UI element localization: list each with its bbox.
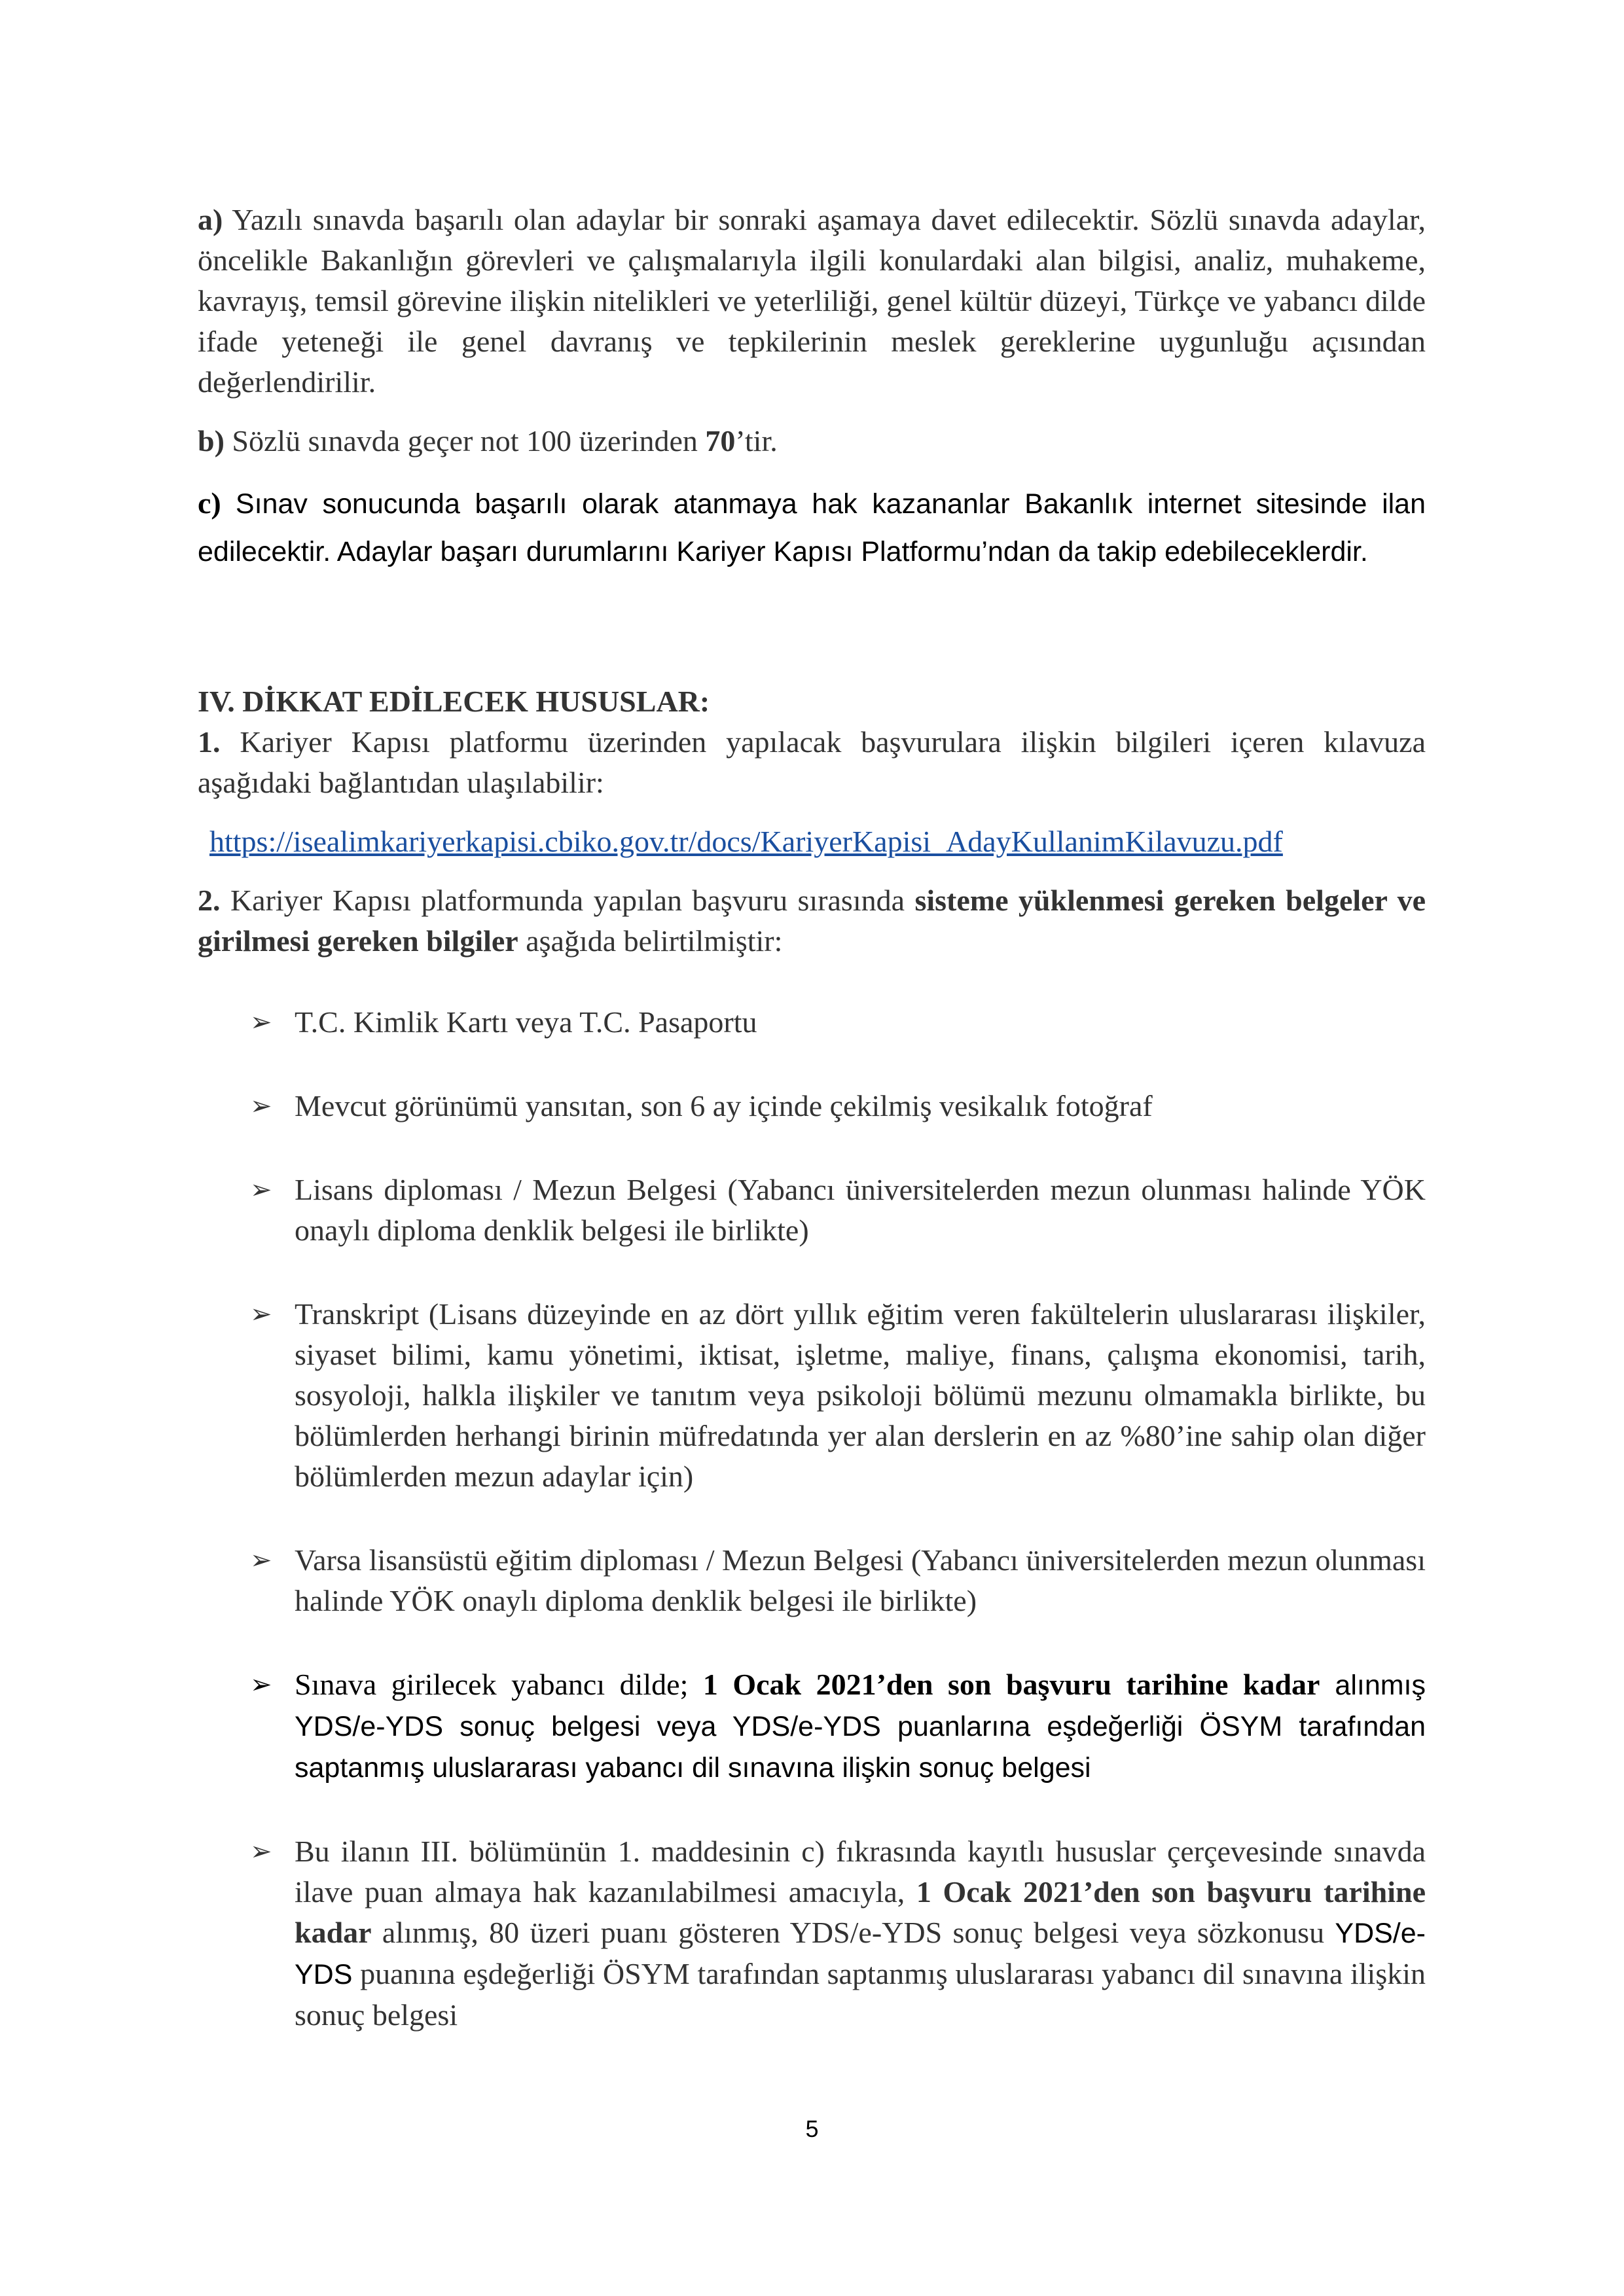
- guide-link[interactable]: https://isealimkariyerkapisi.cbiko.gov.tr/docs/KariyerKapisi_AdayKullanimKilavuzu.pdf: [209, 825, 1283, 858]
- item-a-paragraph: [198, 200, 1426, 403]
- item-b-suffix: ’tir.: [735, 424, 778, 457]
- item-c-paragraph: [198, 480, 1426, 575]
- item-2-paragraph: [198, 880, 1426, 961]
- list-item: [198, 1086, 1426, 1126]
- list-item: [198, 1170, 1426, 1251]
- requirement-text: Sınava girilecek yabancı dilde;: [295, 1668, 703, 1701]
- date-range-bold: 1 Ocak 2021’den son başvuru tarihine kadar: [702, 1668, 1320, 1701]
- list-item: [198, 1294, 1426, 1497]
- requirement-text-cont: alınmış YDS/e-YDS sonuç belgesi veya YDS/e-YDS puanlarına eşdeğerliği ÖSYM tarafından saptanmış uluslararası yabancı dil sınavına ilişkin sonuç belgesi: [295, 1670, 1426, 1784]
- arrow-bullet-icon: ➢: [250, 1670, 272, 1700]
- item-b-paragraph: [198, 421, 1426, 461]
- requirement-text-end: puanına eşdeğerliği ÖSYM tarafından saptanmış uluslararası yabancı dil sınavına ilişkin sonuç belgesi: [295, 1957, 1426, 2032]
- item-a-label: a): [198, 203, 223, 236]
- arrow-bullet-icon: ➢: [250, 1007, 272, 1037]
- item-c-text: Sınav sonucunda başarılı olarak atanmaya hak kazananlar Bakanlık internet sitesinde ilan edilecektir. Adaylar başarı durumlarını Kariyer Kapısı Platformu’ndan da takip edebileceklerdir.: [198, 488, 1426, 567]
- arrow-bullet-icon: ➢: [250, 1837, 272, 1867]
- requirement-text: Lisans diploması / Mezun Belgesi (Yabancı üniversitelerden mezun olunması halinde YÖK onaylı diploma denklik belgesi ile birlikte): [295, 1173, 1426, 1247]
- item-b-text: Sözlü sınavda geçer not 100 üzerinden: [232, 424, 706, 457]
- passing-score: 70: [705, 424, 736, 457]
- item-1-paragraph: [198, 722, 1426, 803]
- item-b-label: b): [198, 424, 225, 457]
- item-1-text: Kariyer Kapısı platformu üzerinden yapılacak başvurulara ilişkin bilgileri içeren kılavuza aşağıdaki bağlantıdan ulaşılabilir:: [198, 725, 1426, 799]
- arrow-bullet-icon: ➢: [250, 1299, 272, 1329]
- list-item: [198, 1664, 1426, 1788]
- guide-link-line: [198, 821, 1426, 862]
- item-2-label: 2.: [198, 884, 221, 917]
- requirement-text: Varsa lisansüstü eğitim diploması / Mezun Belgesi (Yabancı üniversitelerden mezun olunması halinde YÖK onaylı diploma denklik belgesi ile birlikte): [295, 1543, 1426, 1617]
- section-heading: IV. DİKKAT EDİLECEK HUSUSLAR:: [198, 685, 710, 718]
- list-item: [198, 1540, 1426, 1621]
- item-c-label: c): [198, 486, 221, 520]
- yds-term: YDS/e-YDS: [295, 1918, 1426, 1990]
- date-range-bold: 1 Ocak 2021’den son başvuru tarihine kadar: [295, 1875, 1426, 1949]
- requirements-list: [198, 1002, 1426, 2036]
- requirement-text: Mevcut görünümü yansıtan, son 6 ay içinde çekilmiş vesikalık fotoğraf: [295, 1089, 1153, 1122]
- item-2-text: Kariyer Kapısı platformunda yapılan başvuru sırasında: [230, 884, 915, 917]
- list-item: [198, 1002, 1426, 1043]
- requirement-text: Bu ilanın III. bölümünün 1. maddesinin c) fıkrasında kayıtlı hususlar çerçevesinde sınavda ilave puan almaya hak kazanılabilmesi amacıyla,: [295, 1835, 1426, 1909]
- arrow-bullet-icon: ➢: [250, 1175, 272, 1205]
- item-a-text: Yazılı sınavda başarılı olan adaylar bir sonraki aşamaya davet edilecektir. Sözlü sınavda adaylar, öncelikle Bakanlığın görevleri ve çalışmalarıyla ilgili konulardaki alan bilgisi, analiz, muhakeme, kavrayış, temsil görevine ilişkin nitelikleri ve yeterliliği, genel kültür düzeyi, Türkçe ve yabancı dilde ifade yeteneği ile genel davranış ve tepkilerinin meslek gereklerine uygunluğu açısından değerlendirilir.: [198, 203, 1426, 399]
- requirement-text: T.C. Kimlik Kartı veya T.C. Pasaportu: [295, 1005, 757, 1039]
- page-content: [198, 200, 1426, 2036]
- requirement-text-mid: alınmış, 80 üzeri puanı gösteren YDS/e-YDS sonuç belgesi veya sözkonusu: [371, 1916, 1335, 1949]
- page-number: 5: [805, 2115, 819, 2142]
- item-1-label: 1.: [198, 725, 221, 759]
- arrow-bullet-icon: ➢: [250, 1545, 272, 1575]
- item-2-suffix: aşağıda belirtilmiştir:: [518, 924, 783, 958]
- list-item: [198, 1831, 1426, 2036]
- arrow-bullet-icon: ➢: [250, 1091, 272, 1121]
- requirement-text: Transkript (Lisans düzeyinde en az dört yıllık eğitim veren fakültelerin uluslararası ilişkiler, siyaset bilimi, kamu yönetimi, iktisat, işletme, maliye, finans, çalışma ekonomisi, tarih, sosyoloji, halkla ilişkiler ve tanıtım veya psikoloji bölümü mezunu olmamakla birlikte, bu bölümlerden herhangi birinin müfredatında yer alan derslerin en az %80’ine sahip olan diğer bölümlerden mezun adaylar için): [295, 1297, 1426, 1493]
- item-2-bold: sisteme yüklenmesi gereken belgeler ve girilmesi gereken bilgiler: [198, 884, 1426, 958]
